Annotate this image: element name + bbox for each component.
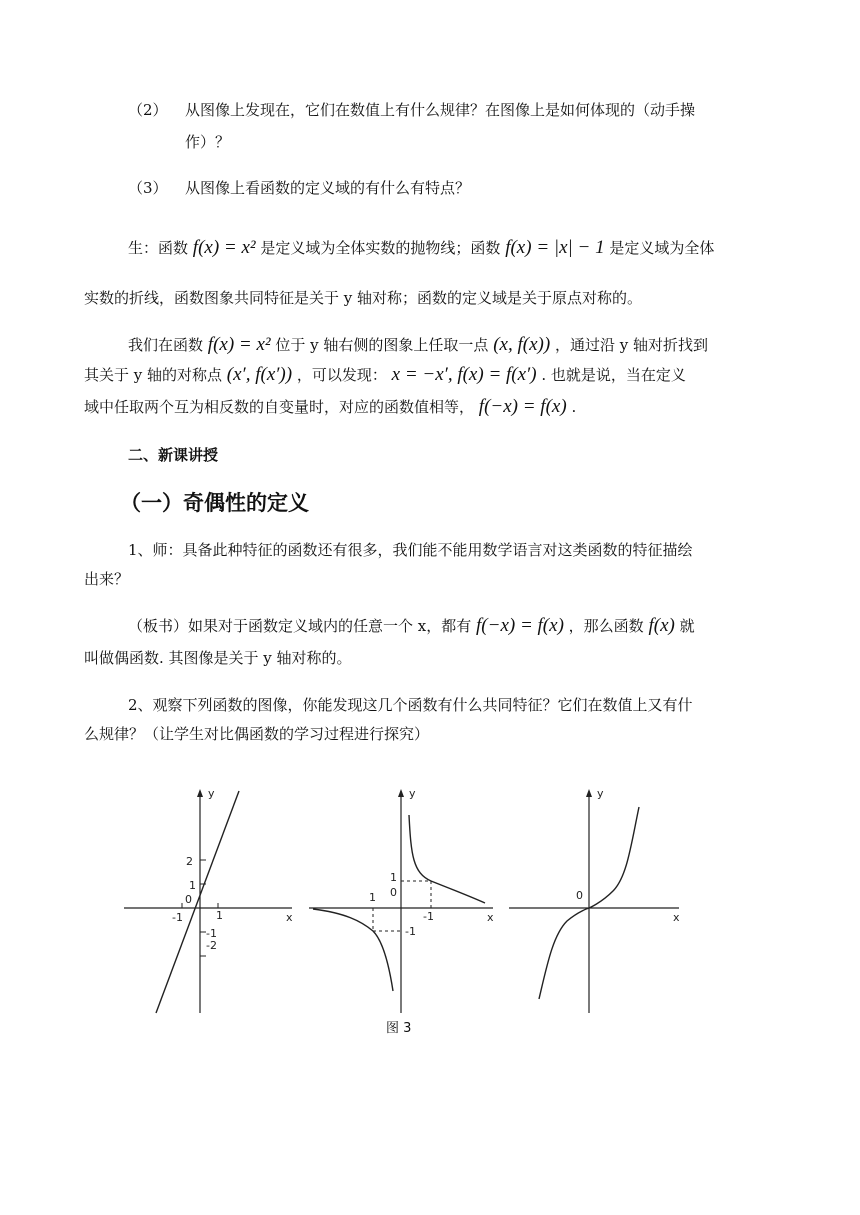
tick-label: 2 <box>186 855 193 868</box>
paragraph-text: 域中任取两个互为相反数的自变量时，对应的函数值相等， <box>84 398 475 416</box>
paragraph-text: 位于 y 轴右侧的图象上任取一点 <box>275 336 489 354</box>
formula-relation: x = −x′, f(x) = f(x′) <box>391 364 537 385</box>
page-heading: （一）奇偶性的定义 <box>120 491 309 515</box>
question-2-line-2: 作）？ <box>185 133 231 151</box>
formula-symmetric-point: (x′, f(x′)) <box>226 364 293 385</box>
formula-x-squared: f(x) = x² <box>207 334 271 355</box>
formula-point: (x, f(x)) <box>493 334 551 355</box>
student-text-2: 是定义域为全体实数的抛物线；函数 <box>260 239 501 257</box>
tick-label: -1 <box>423 910 434 923</box>
paragraph-line-3 <box>84 394 576 420</box>
item-1-line-1: 1、师：具备此种特征的函数还有很多，我们能不能用数学语言对这类函数的特征描绘 <box>128 541 693 559</box>
board-text: （板书）如果对于函数定义域内的任意一个 x，都有 <box>128 617 472 635</box>
curve-lower <box>313 909 393 991</box>
paragraph-text: . <box>571 398 577 416</box>
question-3-number: （3） <box>128 179 168 197</box>
section-title: 二、新课讲授 <box>128 446 219 464</box>
paragraph-line-2 <box>84 362 686 388</box>
figure-caption: 图 3 <box>386 1021 412 1036</box>
paragraph-text: ，可以发现： <box>296 366 387 384</box>
origin-label: 0 <box>390 886 397 899</box>
tick-label: 1 <box>390 871 397 884</box>
board-line-1 <box>128 613 695 639</box>
tick-label: 1 <box>369 891 376 904</box>
item-2-line-2: 么规律？（让学生对比偶函数的学习过程进行探究） <box>84 725 430 743</box>
paragraph-text: 我们在函数 <box>128 336 204 354</box>
formula-abs-x-minus-1: f(x) = |x| − 1 <box>505 237 605 258</box>
student-text-3: 是定义域为全体 <box>609 239 715 257</box>
graph-odd-curve <box>505 785 685 1015</box>
board-line-2: 叫做偶函数. 其图像是关于 y 轴对称的。 <box>84 649 352 667</box>
graph-linear <box>120 785 300 1015</box>
y-label: y <box>409 787 416 800</box>
board-text: ，那么函数 <box>568 617 644 635</box>
x-label: x <box>673 911 680 924</box>
tick-label: -1 <box>405 925 416 938</box>
y-label: y <box>208 787 215 800</box>
tick-label: -1 <box>206 927 217 940</box>
formula-x-squared: f(x) = x² <box>192 237 256 258</box>
y-label: y <box>597 787 604 800</box>
question-2-line-1: 从图像上发现在，它们在数值上有什么规律？在图像上是如何体现的（动手操 <box>185 101 696 119</box>
tick-label: -1 <box>172 911 183 924</box>
paragraph-text: ，通过沿 y 轴对折找到 <box>554 336 708 354</box>
student-answer-line-1 <box>128 235 714 261</box>
tick-label: -2 <box>206 939 217 952</box>
formula-even: f(−x) = f(x) <box>478 396 567 417</box>
y-arrow-icon <box>398 789 404 797</box>
tick-label: 1 <box>216 909 223 922</box>
question-3-text: 从图像上看函数的定义域的有什么有特点？ <box>185 179 471 197</box>
tick-label: 1 <box>189 879 196 892</box>
formula-fx: f(x) <box>648 615 675 636</box>
item-1-line-2: 出来？ <box>84 570 130 588</box>
curve-upper <box>409 815 485 903</box>
origin-label: 0 <box>185 893 192 906</box>
item-2-line-1: 2、观察下列函数的图像，你能发现这几个函数有什么共同特征？它们在数值上又有什 <box>128 696 693 714</box>
student-text-1: 生：函数 <box>128 239 189 257</box>
paragraph-text: . 也就是说，当在定义 <box>541 366 686 384</box>
question-2-number: （2） <box>128 101 168 119</box>
x-label: x <box>487 911 494 924</box>
x-label: x <box>286 911 293 924</box>
student-answer-line-2: 实数的折线，函数图象共同特征是关于 y 轴对称；函数的定义域是关于原点对称的。 <box>84 289 643 307</box>
y-arrow-icon <box>586 789 592 797</box>
y-arrow-icon <box>197 789 203 797</box>
board-text: 就 <box>679 617 695 635</box>
paragraph-line-1 <box>128 332 708 358</box>
graph-reciprocal <box>305 785 500 1015</box>
formula-even: f(−x) = f(x) <box>476 615 564 636</box>
function-line <box>156 791 239 1013</box>
origin-label: 0 <box>576 889 583 902</box>
paragraph-text: 其关于 y 轴的对称点 <box>84 366 223 384</box>
